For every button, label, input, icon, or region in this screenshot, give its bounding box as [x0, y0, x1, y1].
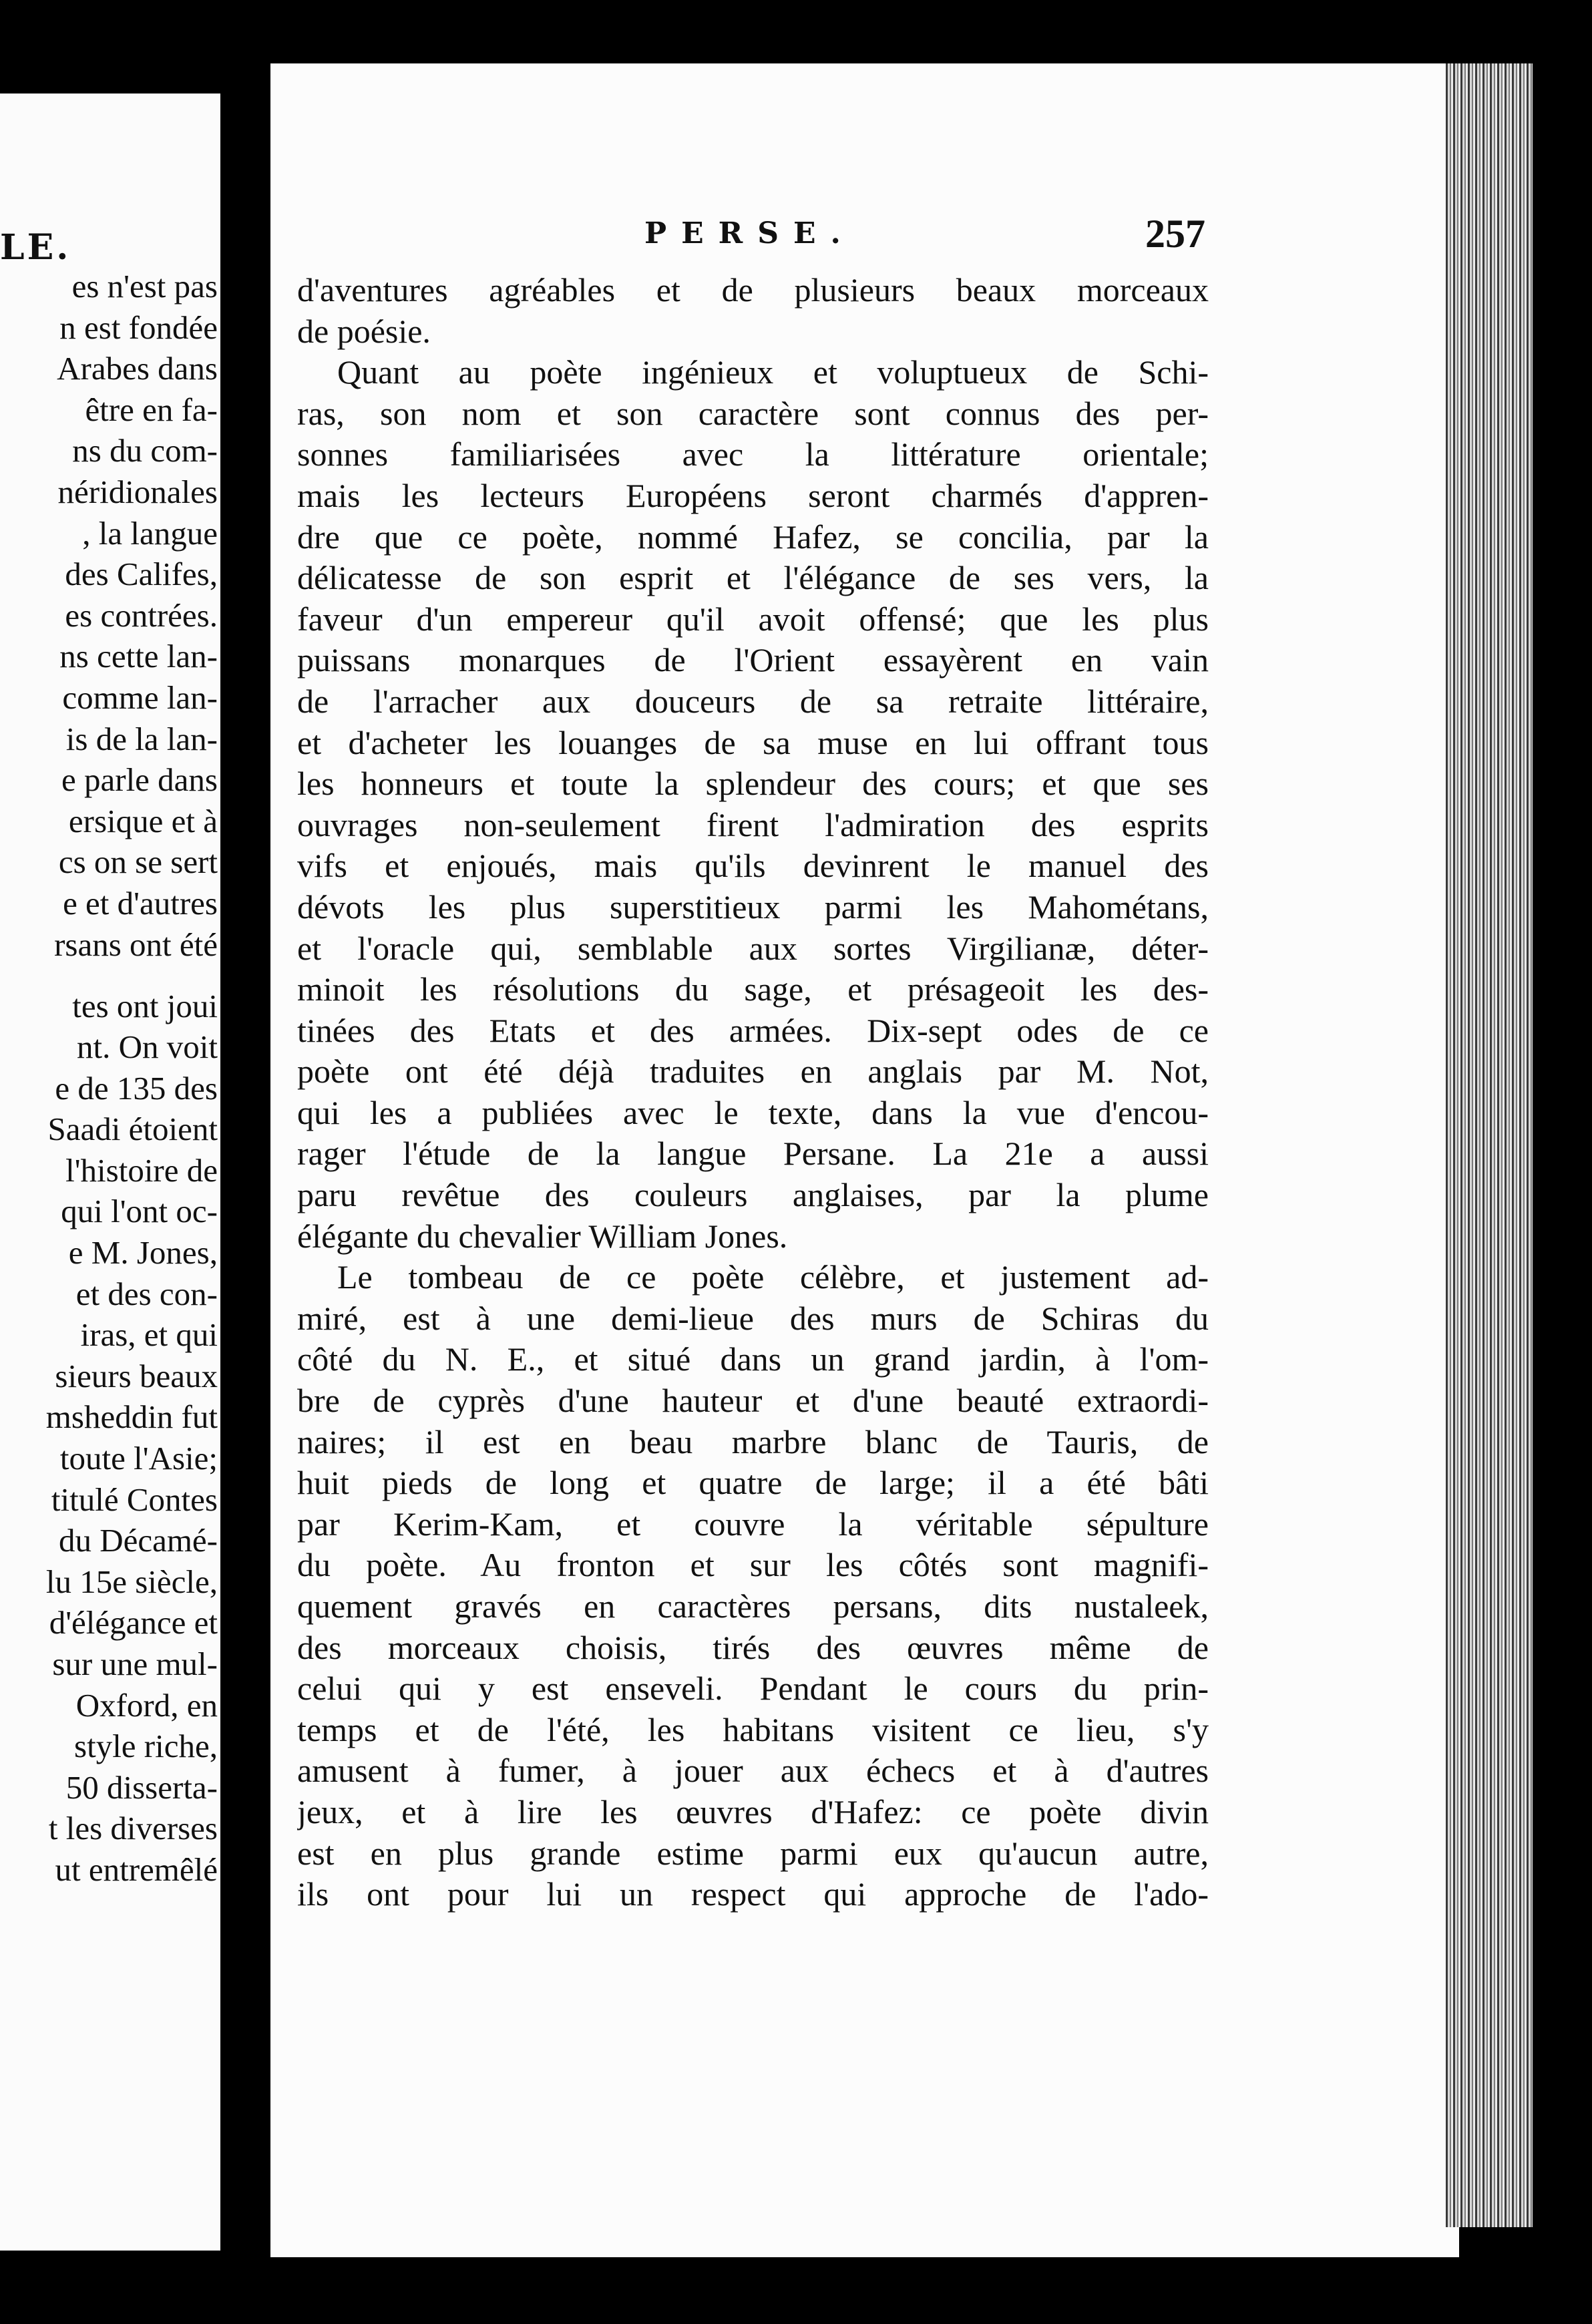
body-text-line: tinées des Etats et des armées. Dix-sept odes de ce — [297, 1011, 1209, 1049]
left-text-line: sieurs beaux — [55, 1357, 218, 1394]
left-text-line: msheddin fut — [45, 1398, 218, 1436]
body-text-line: dévots les plus superstitieux parmi les Mahométans, — [297, 888, 1209, 926]
body-text-line: par Kerim-Kam, et couvre la véritable sépulture — [297, 1505, 1209, 1543]
left-text-line: rsans ont été — [54, 926, 218, 963]
body-text-line: de poésie. — [297, 312, 431, 350]
left-text-line: du Décamé- — [58, 1522, 218, 1559]
left-text-line: qui l'ont oc- — [61, 1193, 218, 1230]
left-text-line: es contrées. — [65, 596, 218, 634]
body-text-line: poète ont été déjà traduites en anglais par M. Not, — [297, 1052, 1209, 1091]
page-number: 257 — [1145, 212, 1205, 256]
left-text-line: e et d'autres — [63, 884, 218, 922]
body-text-line: des morceaux choisis, tirés des œuvres même de — [297, 1628, 1209, 1666]
left-text-line: e de 135 des — [55, 1069, 218, 1107]
left-text-line: nt. On voit — [77, 1028, 218, 1066]
body-text-line: côté du N. E., et situé dans un grand jardin, à l'om- — [297, 1340, 1209, 1378]
body-text-line: paru revêtue des couleurs anglaises, par la plume — [297, 1176, 1209, 1214]
left-text-line: ns cette lan- — [59, 638, 218, 675]
body-text-line: élégante du chevalier William Jones. — [297, 1217, 788, 1255]
left-text-line: style riche, — [74, 1728, 218, 1765]
body-text-line: et l'oracle qui, semblable aux sortes Virgilianæ, déter- — [297, 929, 1209, 967]
body-text-line: naires; il est en beau marbre blanc de Tauris, de — [297, 1422, 1209, 1461]
left-text-line: d'élégance et — [49, 1604, 218, 1641]
left-page-text — [46, 266, 218, 1891]
left-text-line: ut entremêlé — [55, 1851, 218, 1888]
body-text-line: faveur d'un empereur qu'il avoit offensé; que les plus — [297, 600, 1209, 638]
left-text-line: toute l'Asie; — [59, 1440, 218, 1477]
body-text-line: Le tombeau de ce poète célèbre, et justement ad- — [337, 1258, 1209, 1296]
left-text-line: iras, et qui — [80, 1316, 218, 1354]
body-text-line: délicatesse de son esprit et l'élégance de ses vers, la — [297, 559, 1209, 597]
body-text-line: temps et de l'été, les habitans visitent ce lieu, s'y — [297, 1710, 1209, 1748]
left-text-line: e M. Jones, — [68, 1234, 218, 1272]
running-head: PERSE. — [644, 216, 855, 250]
page-edges — [1446, 63, 1533, 2227]
body-text-line: sonnes familiarisées avec la littérature orientale; — [297, 435, 1209, 473]
body-text-line: de l'arracher aux douceurs de sa retraite littéraire, — [297, 682, 1209, 720]
body-text-line: ils ont pour lui un respect qui approche de l'ado- — [297, 1875, 1209, 1913]
left-text-line: néridionales — [57, 473, 218, 510]
left-text-line: ersique et à — [68, 802, 218, 839]
left-text-line: être en fa- — [85, 391, 218, 428]
body-text-line: qui les a publiées avec le texte, dans la vue d'encou- — [297, 1093, 1209, 1131]
left-text-line: Oxford, en — [75, 1686, 218, 1724]
left-text-line: l'histoire de — [65, 1151, 218, 1189]
body-text-line: vifs et enjoués, mais qu'ils devinrent le manuel des — [297, 847, 1209, 885]
left-text-line: e parle dans — [61, 761, 218, 799]
left-text-line: Saadi étoient — [47, 1111, 218, 1148]
left-text-line: is de la lan- — [65, 720, 218, 757]
left-text-line: des Califes, — [65, 556, 218, 593]
page-body-text — [297, 270, 1209, 1915]
body-text-line: miré, est à une demi-lieue des murs de Schiras du — [297, 1299, 1209, 1337]
left-text-line: titulé Contes — [51, 1481, 218, 1518]
body-text-line: est en plus grande estime parmi eux qu'aucun autre, — [297, 1834, 1209, 1872]
body-text-line: Quant au poète ingénieux et voluptueux de Schi- — [337, 353, 1209, 391]
left-text-line: sur une mul- — [52, 1645, 218, 1682]
body-text-line: bre de cyprès d'une hauteur et d'une beauté extraordi- — [297, 1382, 1209, 1420]
body-text-line: dre que ce poète, nommé Hafez, se concilia, par la — [297, 518, 1209, 556]
left-text-line: ns du com- — [72, 432, 218, 469]
left-text-line: 50 disserta- — [65, 1768, 218, 1806]
body-text-line: et d'acheter les louanges de sa muse en lui offrant tous — [297, 723, 1209, 761]
body-text-line: du poète. Au fronton et sur les côtés sont magnifi- — [297, 1546, 1209, 1584]
body-text-line: puissans monarques de l'Orient essayèrent en vain — [297, 641, 1209, 679]
left-text-line: es n'est pas — [71, 268, 218, 305]
left-page-running-head: LE. — [0, 227, 71, 268]
body-text-line: ras, son nom et son caractère sont connus des per- — [297, 394, 1209, 432]
left-page — [0, 93, 220, 2251]
left-text-line: n est fondée — [59, 309, 218, 346]
left-text-line: et des con- — [75, 1275, 218, 1312]
book-gutter — [220, 90, 274, 2254]
body-text-line: amusent à fumer, à jouer aux échecs et à d'autres — [297, 1752, 1209, 1790]
body-text-line: mais les lecteurs Européens seront charmés d'appren- — [297, 476, 1209, 514]
left-text-line: tes ont joui — [72, 987, 218, 1024]
left-text-line: , la langue — [82, 514, 218, 552]
body-text-line: celui qui y est enseveli. Pendant le cours du prin- — [297, 1670, 1209, 1708]
body-text-line: jeux, et à lire les œuvres d'Hafez: ce poète divin — [297, 1792, 1209, 1830]
body-text-line: les honneurs et toute la splendeur des cours; et que ses — [297, 765, 1209, 803]
body-text-line: ouvrages non-seulement firent l'admiration des esprits — [297, 805, 1209, 843]
body-text-line: huit pieds de long et quatre de large; il a été bâti — [297, 1464, 1209, 1502]
left-text-line: Arabes dans — [57, 350, 218, 387]
body-text-line: minoit les résolutions du sage, et présageoit les des- — [297, 970, 1209, 1008]
left-text-line: comme lan- — [62, 679, 218, 716]
body-text-line: rager l'étude de la langue Persane. La 21e a aussi — [297, 1135, 1209, 1173]
left-text-line: cs on se sert — [58, 843, 218, 881]
left-text-line: lu 15e siècle, — [45, 1563, 218, 1600]
body-text-line: quement gravés en caractères persans, dits nustaleek, — [297, 1587, 1209, 1625]
body-text-line: d'aventures agréables et de plusieurs beaux morceaux — [297, 271, 1209, 309]
left-text-line: t les diverses — [48, 1810, 218, 1847]
